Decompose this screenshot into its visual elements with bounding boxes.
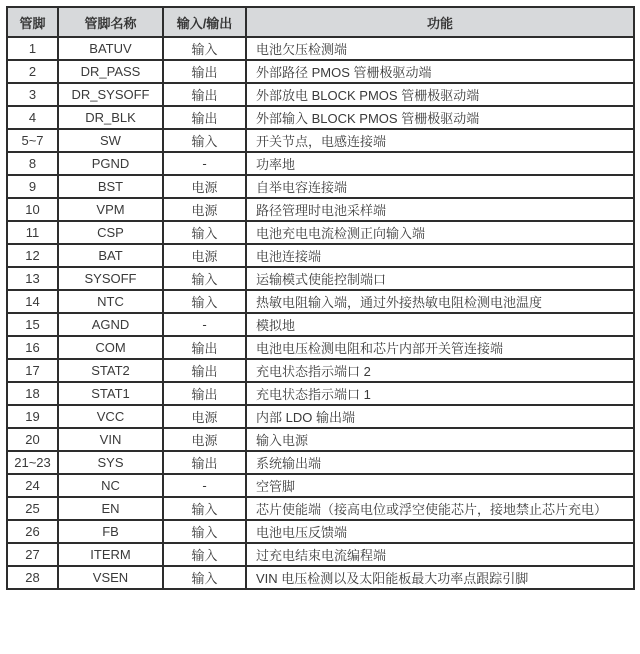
function-cell: 外部输入 BLOCK PMOS 管栅极驱动端 <box>246 106 634 129</box>
table-row <box>7 290 634 313</box>
pin-cell: 15 <box>7 313 58 336</box>
function-cell: 路径管理时电池采样端 <box>246 198 634 221</box>
io-cell: 输出 <box>163 83 246 106</box>
pin-cell: 26 <box>7 520 58 543</box>
table-row <box>7 198 634 221</box>
pin-cell: 25 <box>7 497 58 520</box>
table-row <box>7 336 634 359</box>
pin-name-cell: PGND <box>58 152 163 175</box>
function-cell: 电池连接端 <box>246 244 634 267</box>
table-row <box>7 359 634 382</box>
pin-cell: 4 <box>7 106 58 129</box>
function-cell: 自举电容连接端 <box>246 175 634 198</box>
io-cell: 输出 <box>163 336 246 359</box>
pin-cell: 8 <box>7 152 58 175</box>
pin-cell: 13 <box>7 267 58 290</box>
pin-cell: 28 <box>7 566 58 589</box>
io-cell: 电源 <box>163 198 246 221</box>
table-row <box>7 37 634 60</box>
pin-cell: 10 <box>7 198 58 221</box>
function-cell: 模拟地 <box>246 313 634 336</box>
io-cell: 输出 <box>163 451 246 474</box>
table-row <box>7 520 634 543</box>
io-cell: 输入 <box>163 543 246 566</box>
pin-name-cell: VIN <box>58 428 163 451</box>
pin-cell: 3 <box>7 83 58 106</box>
pin-name-cell: EN <box>58 497 163 520</box>
pin-name-cell: AGND <box>58 313 163 336</box>
pin-cell: 18 <box>7 382 58 405</box>
pin-cell: 24 <box>7 474 58 497</box>
io-cell: - <box>163 152 246 175</box>
pin-name-cell: DR_SYSOFF <box>58 83 163 106</box>
function-cell: 运输模式使能控制端口 <box>246 267 634 290</box>
function-cell: 空管脚 <box>246 474 634 497</box>
header-pin-name: 管脚名称 <box>58 7 163 37</box>
io-cell: 输入 <box>163 37 246 60</box>
pin-cell: 19 <box>7 405 58 428</box>
pin-cell: 9 <box>7 175 58 198</box>
io-cell: 输入 <box>163 221 246 244</box>
function-cell: 热敏电阻输入端，通过外接热敏电阻检测电池温度 <box>246 290 634 313</box>
pin-name-cell: VCC <box>58 405 163 428</box>
function-cell: 过充电结束电流编程端 <box>246 543 634 566</box>
function-cell: 开关节点，电感连接端 <box>246 129 634 152</box>
io-cell: - <box>163 474 246 497</box>
pin-name-cell: SYSOFF <box>58 267 163 290</box>
io-cell: 输入 <box>163 520 246 543</box>
function-cell: 电池电压检测电阻和芯片内部开关管连接端 <box>246 336 634 359</box>
table-row <box>7 152 634 175</box>
pin-cell: 21~23 <box>7 451 58 474</box>
table-row <box>7 106 634 129</box>
table-row <box>7 543 634 566</box>
pin-cell: 14 <box>7 290 58 313</box>
io-cell: 电源 <box>163 175 246 198</box>
io-cell: 电源 <box>163 428 246 451</box>
table-row <box>7 129 634 152</box>
io-cell: 输出 <box>163 60 246 83</box>
table-row <box>7 566 634 589</box>
function-cell: VIN 电压检测以及太阳能板最大功率点跟踪引脚 <box>246 566 634 589</box>
pin-name-cell: NC <box>58 474 163 497</box>
pin-cell: 16 <box>7 336 58 359</box>
header-function: 功能 <box>246 7 634 37</box>
function-cell: 电池欠压检测端 <box>246 37 634 60</box>
function-cell: 充电状态指示端口 2 <box>246 359 634 382</box>
header-pin: 管脚 <box>7 7 58 37</box>
pin-cell: 17 <box>7 359 58 382</box>
pin-name-cell: ITERM <box>58 543 163 566</box>
table-row <box>7 382 634 405</box>
function-cell: 输入电源 <box>246 428 634 451</box>
pin-cell: 20 <box>7 428 58 451</box>
function-cell: 外部路径 PMOS 管栅极驱动端 <box>246 60 634 83</box>
pin-name-cell: STAT1 <box>58 382 163 405</box>
pin-name-cell: SW <box>58 129 163 152</box>
pin-name-cell: BST <box>58 175 163 198</box>
io-cell: 输出 <box>163 106 246 129</box>
io-cell: 输出 <box>163 359 246 382</box>
pin-name-cell: SYS <box>58 451 163 474</box>
pin-name-cell: FB <box>58 520 163 543</box>
function-cell: 功率地 <box>246 152 634 175</box>
io-cell: 输入 <box>163 290 246 313</box>
function-cell: 外部放电 BLOCK PMOS 管栅极驱动端 <box>246 83 634 106</box>
table-row <box>7 428 634 451</box>
io-cell: 输入 <box>163 566 246 589</box>
header-row <box>7 7 634 37</box>
header-io: 输入/输出 <box>163 7 246 37</box>
pin-cell: 27 <box>7 543 58 566</box>
pin-name-cell: BATUV <box>58 37 163 60</box>
pin-name-cell: VPM <box>58 198 163 221</box>
function-cell: 系统输出端 <box>246 451 634 474</box>
pin-function-table <box>6 6 635 590</box>
table-row <box>7 405 634 428</box>
pin-name-cell: STAT2 <box>58 359 163 382</box>
function-cell: 电池充电电流检测正向输入端 <box>246 221 634 244</box>
table-row <box>7 313 634 336</box>
table-row <box>7 83 634 106</box>
pin-cell: 5~7 <box>7 129 58 152</box>
table-row <box>7 267 634 290</box>
pin-name-cell: DR_PASS <box>58 60 163 83</box>
pin-name-cell: BAT <box>58 244 163 267</box>
function-cell: 充电状态指示端口 1 <box>246 382 634 405</box>
table-row <box>7 244 634 267</box>
table-row <box>7 497 634 520</box>
io-cell: 输出 <box>163 382 246 405</box>
pin-name-cell: NTC <box>58 290 163 313</box>
table-row <box>7 221 634 244</box>
io-cell: 电源 <box>163 405 246 428</box>
pin-name-cell: COM <box>58 336 163 359</box>
io-cell: 输入 <box>163 129 246 152</box>
io-cell: 输入 <box>163 267 246 290</box>
pin-cell: 12 <box>7 244 58 267</box>
function-cell: 内部 LDO 输出端 <box>246 405 634 428</box>
table-row <box>7 474 634 497</box>
io-cell: 电源 <box>163 244 246 267</box>
pin-cell: 1 <box>7 37 58 60</box>
table-body <box>7 37 634 589</box>
pin-name-cell: CSP <box>58 221 163 244</box>
io-cell: - <box>163 313 246 336</box>
io-cell: 输入 <box>163 497 246 520</box>
table-header <box>7 7 634 37</box>
pin-cell: 2 <box>7 60 58 83</box>
table-row <box>7 175 634 198</box>
function-cell: 芯片使能端（接高电位或浮空使能芯片，接地禁止芯片充电） <box>246 497 634 520</box>
pin-name-cell: DR_BLK <box>58 106 163 129</box>
table-row <box>7 451 634 474</box>
table-row <box>7 60 634 83</box>
function-cell: 电池电压反馈端 <box>246 520 634 543</box>
pin-name-cell: VSEN <box>58 566 163 589</box>
pin-cell: 11 <box>7 221 58 244</box>
